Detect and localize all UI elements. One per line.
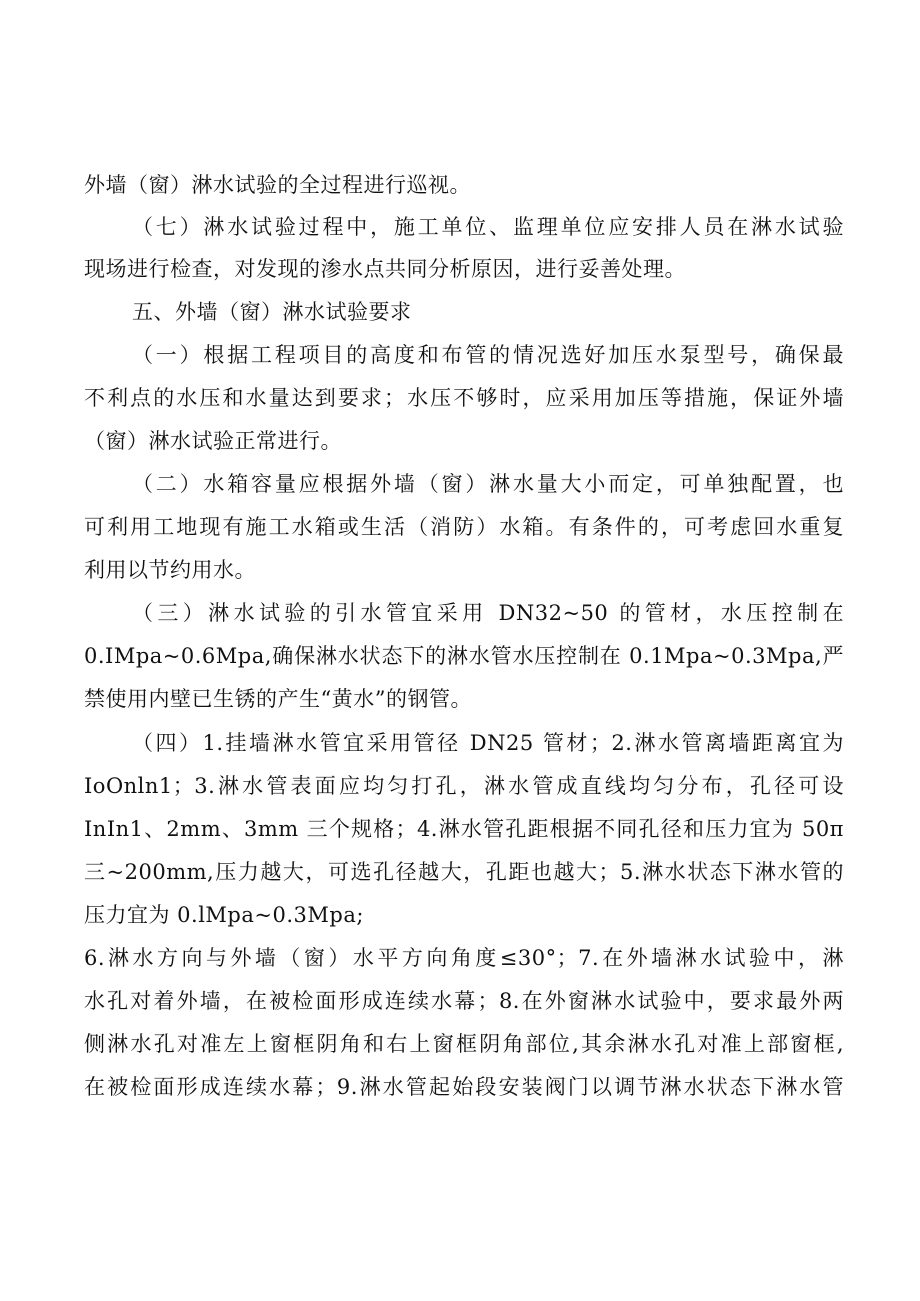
paragraph-line: 侧淋水孔对准左上窗框阴角和右上窗框阴角部位,其余淋水孔对准上部窗框, [84,1032,844,1056]
paragraph-line: 水孔对着外墙，在被检面形成连续水幕；8.在外窗淋水试验中，要求最外两 [84,989,844,1013]
paragraph-line: （一）根据工程项目的高度和布管的情况选好加压水泵型号，确保最 [132,343,844,367]
paragraph-line: 0.IMpa~0.6Mpa,确保淋水状态下的淋水管水压控制在 0.1Mpa~0.3Mpa,严 [84,644,844,668]
paragraph-line: IoOnln1；3.淋水管表面应均匀打孔，淋水管成直线均匀分布，孔径可设 [84,774,844,798]
paragraph-line: 可利用工地现有施工水箱或生活（消防）水箱。有条件的，可考虑回水重复 [84,515,844,539]
paragraph-line: 禁使用内壁已生锈的产生“黄水”的钢管。 [84,687,472,711]
paragraph-line: （二）水箱容量应根据外墙（窗）淋水量大小而定，可单独配置，也 [132,472,844,496]
paragraph-line: （四）1.挂墙淋水管宜采用管径 DN25 管材；2.淋水管离墙距离宜为 [132,731,844,755]
paragraph-line: 现场进行检查，对发现的渗水点共同分析原因，进行妥善处理。 [84,257,686,281]
paragraph-line: 利用以节约用水。 [84,558,256,582]
paragraph-line: 6.淋水方向与外墙（窗）水平方向角度≤30°；7.在外墙淋水试验中，淋 [84,946,844,970]
paragraph-line: 压力宜为 0.lMpa~0.3Mpa; [84,903,364,927]
section-heading: 五、外墙（窗）淋水试验要求 [132,300,412,324]
paragraph-line: （三）淋水试验的引水管宜采用 DN32~50 的管材，水压控制在 [132,601,844,625]
paragraph-line: （窗）淋水试验正常进行。 [84,429,342,453]
paragraph-line: 外墙（窗）淋水试验的全过程进行巡视。 [84,173,471,197]
paragraph-line: （七）淋水试验过程中，施工单位、监理单位应安排人员在淋水试验 [132,215,844,239]
paragraph-line: 不利点的水压和水量达到要求；水压不够时，应采用加压等措施，保证外墙 [84,386,844,410]
paragraph-line: InIn1、2mm、3mm 三个规格；4.淋水管孔距根据不同孔径和压力宜为 50π [84,817,844,841]
paragraph-line: 在被检面形成连续水幕；9.淋水管起始段安装阀门以调节淋水状态下淋水管 [84,1075,844,1099]
paragraph-line: 三~200mm,压力越大，可选孔径越大，孔距也越大；5.淋水状态下淋水管的 [84,860,844,884]
